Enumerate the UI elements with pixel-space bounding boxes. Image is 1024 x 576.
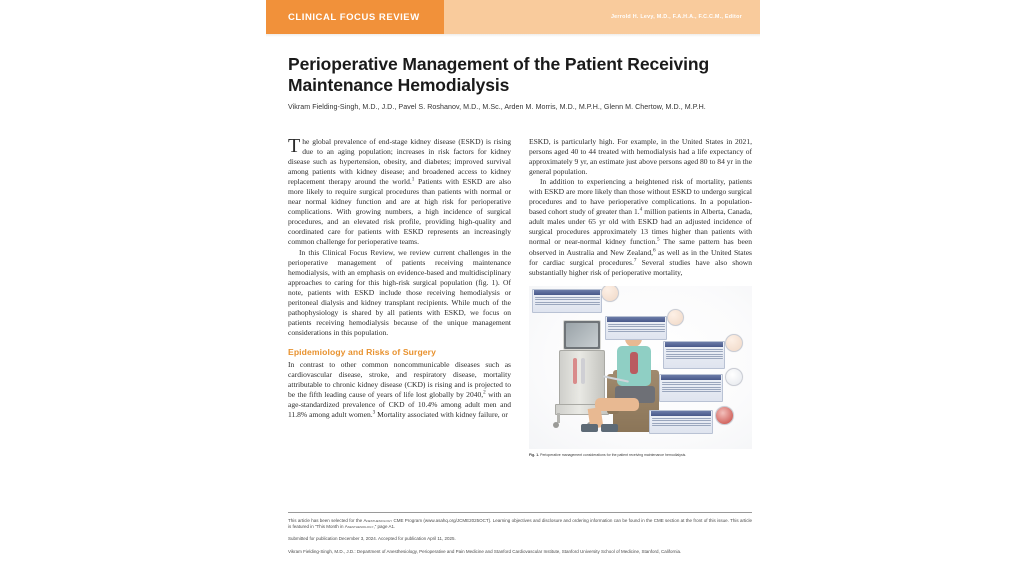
drop-cap: T [288, 135, 301, 157]
monitor-screen [566, 323, 598, 347]
callout-inset-icon [601, 286, 619, 302]
figure-1 [529, 286, 752, 458]
section-label: CLINICAL FOCUS REVIEW [288, 11, 420, 23]
footer-divider [288, 512, 752, 513]
page-title: Perioperative Management of the Patient Receiving Maintenance Hemodialysis [288, 54, 710, 95]
callout-inset-icon [725, 334, 743, 352]
callout-lines [606, 323, 666, 335]
paragraph-text: he global prevalence of end-stage kidney disease (ESKD) is rising due to an aging population; increases in risk factors for kidney disease such as hypertension, obesity, and diabetes; improved survival among patients with kidney disease; and broadened access to kidney replacement therapy around the world.$^1$ Patients with ESKD are also more likely to require surgical procedures than patients with normal or near normal kidney function and are at high risk for perioperative complications. With growing numbers, a high incidence of surgical procedures, and an elevated risk profile, providing high-quality and coordinated care for patients with ESKD represents an increasingly common challenge for perioperative teams. [288, 137, 512, 247]
callout-header [665, 342, 723, 347]
dialysate-line-icon [581, 358, 585, 384]
machine-stand [557, 413, 560, 423]
patient-shoe [601, 424, 618, 432]
callout-inset-icon [667, 309, 684, 326]
blood-line-icon [573, 358, 577, 384]
callout-box [532, 289, 602, 313]
callout-header [607, 317, 665, 322]
body-columns [288, 135, 752, 458]
callout-header [661, 375, 721, 380]
callout-header [651, 411, 711, 416]
callout-lines [533, 296, 601, 308]
callout-box [605, 316, 667, 340]
callout-lines [650, 417, 712, 429]
callout-box [663, 341, 725, 369]
patient-legs [595, 398, 639, 411]
right-column [529, 137, 752, 458]
callout-lines [660, 381, 722, 395]
title-block [288, 54, 750, 111]
top-banner [266, 0, 760, 34]
figure-illustration [529, 286, 752, 449]
blood-cells-inset-icon [715, 406, 734, 425]
paragraph: In this Clinical Focus Review, we review current challenges in the perioperative management of patients receiving maintenance hemodialysis, with an emphasis on evidence-based and multidisciplinary approaches to caring for this high-risk surgical population (fig. 1). Of note, patients with ESKD include those receiving hemodialysis or peritoneal dialysis and kidney transplant recipients. While much of the pathophysiology is shared by all patients with ESKD, we focus on patients receiving hemodialysis because of the unique management considerations in this population. [288, 247, 511, 337]
callout-header [534, 290, 600, 295]
patient-shoe [581, 424, 598, 432]
figure-caption-label: Fig. 1. [529, 453, 540, 458]
callout-lines [664, 348, 724, 362]
paragraph [288, 137, 511, 248]
section-heading: Epidemiology and Risks of Surgery [288, 346, 436, 357]
left-column [288, 137, 511, 449]
article-page [255, 0, 769, 576]
caster-wheel-icon [553, 422, 559, 428]
footer-block [288, 512, 752, 561]
dialysis-monitor-icon [563, 320, 601, 350]
submission-dates: Submitted for publication December 3, 2024. Accepted for publication April 11, 2025. [288, 536, 456, 542]
banner-shadow [266, 34, 760, 37]
callout-box [659, 374, 723, 402]
paragraph: In addition to experiencing a heightened risk of mortality, patients with ESKD are more likely than those without ESKD to undergo surgical procedures and to have perioperative complications. In a population-based cohort study of greater than 1.$^4$ million patients in Alberta, Canada, adult males under 65 yr old with ESKD had an adjusted incidence of surgical procedures approximately 13 times higher than patients with normal or near-normal kidney function.$^5$ The same pattern has been observed in Australia and New Zealand,$^6$ as well as in the United States for cardiac surgical procedures.$^7$ Several studies have also shown substantially higher risk of perioperative mortality, [529, 177, 752, 277]
cme-note: This article has been selected for the Anesthesiology CME Program (www.asahq.org/JCME2025OCT). Learning objectives and disclosure and ordering information can be found in the CME section at the front of this issue. This article is featured in “This Month in Anesthesiology,” page A1. [288, 517, 752, 529]
figure-caption-text: Perioperative management considerations for the patient receiving maintenance hemodialysis. [540, 453, 687, 458]
figure-caption [529, 453, 752, 457]
callout-inset-icon [725, 368, 743, 386]
editor-credit: Jerrold H. Levy, M.D., F.A.H.A., F.C.C.M., Editor [610, 14, 742, 20]
vascular-access-graphic [630, 352, 638, 374]
paragraph: ESKD, is particularly high. For example, in the United States in 2021, persons aged 40 to 44 treated with hemodialysis had a life expectancy of approximately 9 yr, an estimate just above persons aged 80 to 84 yr in the general population. [529, 137, 752, 177]
callout-box [649, 410, 713, 434]
section-tab [266, 0, 444, 34]
author-list: Vikram Fielding-Singh, M.D., J.D., Pavel S. Roshanov, M.D., M.Sc., Arden M. Morris, M.D., M.P.H., Glenn M. Chertow, M.D., M.P.H. [288, 103, 706, 111]
paragraph: In contrast to other common noncommunicable diseases such as cardiovascular disease, stroke, and respiratory disease, mortality attributable to chronic kidney disease (CKD) is rising and is projected to be the fifth leading cause of years of life lost globally by 2040,$^2$ with an age-standardized prevalence of CKD of 10.4% among adult men and 11.8% among adult women.$^3$ Mortality associated with kidney failure, or [288, 359, 511, 420]
author-affiliation: Vikram Fielding-Singh, M.D., J.D.: Department of Anesthesiology, Perioperative and Pain Medicine and Stanford Cardiovascular Institute, Stanford University School of Medicine, Stanford, California. [288, 548, 682, 554]
